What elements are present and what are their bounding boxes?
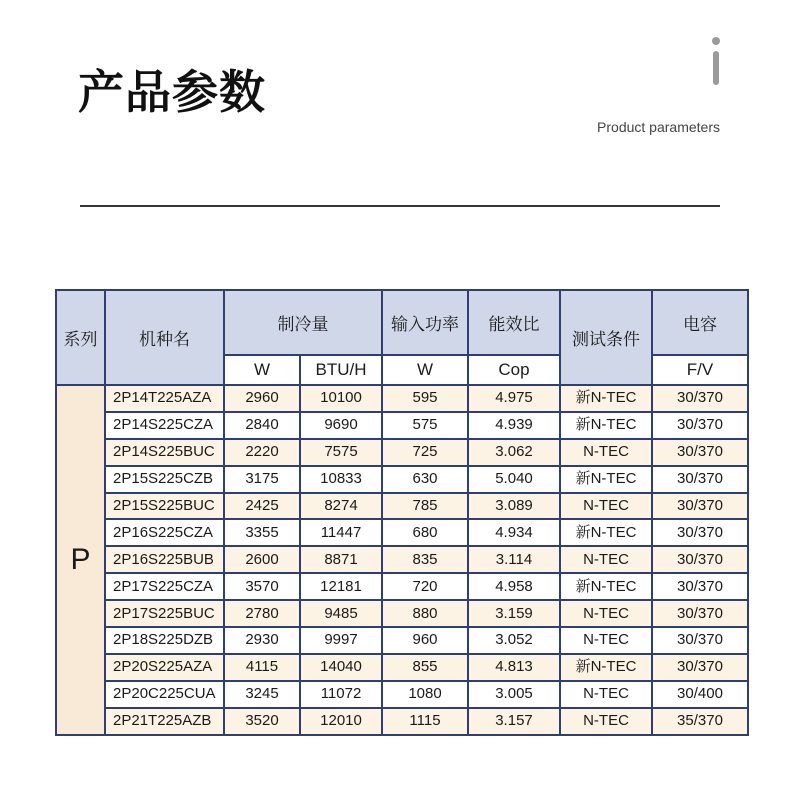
- table-row: [56, 654, 748, 681]
- table-row: [56, 466, 748, 493]
- cell-model: 2P15S225BUC: [105, 493, 224, 520]
- info-icon-dot: [712, 37, 720, 45]
- cell-input-power: 575: [382, 412, 468, 439]
- cell-test-condition: 新N-TEC: [560, 466, 652, 493]
- cell-test-condition: N-TEC: [560, 600, 652, 627]
- cell-cooling-w: 2930: [224, 627, 300, 654]
- cell-test-condition: 新N-TEC: [560, 412, 652, 439]
- cell-test-condition: 新N-TEC: [560, 654, 652, 681]
- header-test-condition: 测试条件: [560, 290, 652, 385]
- cell-model: 2P16S225BUB: [105, 546, 224, 573]
- cell-capacitor: 30/400: [652, 681, 748, 708]
- table-row: [56, 546, 748, 573]
- cell-cooling-btu: 10833: [300, 466, 382, 493]
- table-row: [56, 412, 748, 439]
- cell-cooling-btu: 12010: [300, 708, 382, 735]
- cell-cooling-btu: 11447: [300, 519, 382, 546]
- cell-test-condition: 新N-TEC: [560, 519, 652, 546]
- cell-cop: 4.813: [468, 654, 560, 681]
- cell-test-condition: N-TEC: [560, 546, 652, 573]
- cell-series: P: [56, 385, 105, 735]
- header-series: 系列: [56, 290, 105, 385]
- cell-cooling-w: 2425: [224, 493, 300, 520]
- cell-input-power: 630: [382, 466, 468, 493]
- parameters-table: [55, 289, 749, 736]
- cell-cop: 4.939: [468, 412, 560, 439]
- cell-test-condition: N-TEC: [560, 627, 652, 654]
- cell-capacitor: 30/370: [652, 385, 748, 412]
- cell-cooling-btu: 12181: [300, 573, 382, 600]
- cell-capacitor: 30/370: [652, 519, 748, 546]
- cell-cooling-w: 2960: [224, 385, 300, 412]
- cell-input-power: 595: [382, 385, 468, 412]
- cell-cooling-btu: 9485: [300, 600, 382, 627]
- cell-cooling-w: 2780: [224, 600, 300, 627]
- table-row: [56, 600, 748, 627]
- subheader-cooling-w: W: [224, 355, 300, 385]
- header-efficiency: 能效比: [468, 290, 560, 355]
- cell-capacitor: 30/370: [652, 627, 748, 654]
- subheader-capacitor-unit: F/V: [652, 355, 748, 385]
- cell-test-condition: N-TEC: [560, 493, 652, 520]
- table-body: [56, 385, 748, 735]
- cell-test-condition: N-TEC: [560, 439, 652, 466]
- cell-test-condition: 新N-TEC: [560, 573, 652, 600]
- cell-cooling-w: 3570: [224, 573, 300, 600]
- subheader-cooling-btu: BTU/H: [300, 355, 382, 385]
- cell-cooling-w: 2840: [224, 412, 300, 439]
- table-row: [56, 627, 748, 654]
- cell-model: 2P14T225AZA: [105, 385, 224, 412]
- cell-capacitor: 30/370: [652, 546, 748, 573]
- cell-test-condition: N-TEC: [560, 681, 652, 708]
- table-row: [56, 519, 748, 546]
- cell-cop: 3.052: [468, 627, 560, 654]
- cell-cooling-w: 3520: [224, 708, 300, 735]
- cell-model: 2P20S225AZA: [105, 654, 224, 681]
- cell-cop: 4.934: [468, 519, 560, 546]
- cell-cooling-btu: 9690: [300, 412, 382, 439]
- cell-test-condition: 新N-TEC: [560, 385, 652, 412]
- cell-model: 2P18S225DZB: [105, 627, 224, 654]
- cell-capacitor: 30/370: [652, 439, 748, 466]
- cell-cop: 4.975: [468, 385, 560, 412]
- table-row: [56, 708, 748, 735]
- cell-cop: 3.159: [468, 600, 560, 627]
- cell-cop: 3.005: [468, 681, 560, 708]
- cell-cop: 3.062: [468, 439, 560, 466]
- header-input-power: 输入功率: [382, 290, 468, 355]
- cell-cooling-btu: 9997: [300, 627, 382, 654]
- subheader-input-w: W: [382, 355, 468, 385]
- cell-input-power: 725: [382, 439, 468, 466]
- cell-cop: 4.958: [468, 573, 560, 600]
- cell-cooling-btu: 11072: [300, 681, 382, 708]
- cell-cooling-w: 3355: [224, 519, 300, 546]
- cell-cop: 3.089: [468, 493, 560, 520]
- info-icon: [709, 37, 723, 85]
- header-capacitor: 电容: [652, 290, 748, 355]
- cell-model: 2P16S225CZA: [105, 519, 224, 546]
- cell-capacitor: 30/370: [652, 654, 748, 681]
- table-row: [56, 681, 748, 708]
- cell-capacitor: 30/370: [652, 466, 748, 493]
- cell-model: 2P17S225BUC: [105, 600, 224, 627]
- cell-model: 2P15S225CZB: [105, 466, 224, 493]
- cell-input-power: 960: [382, 627, 468, 654]
- cell-cop: 3.157: [468, 708, 560, 735]
- cell-capacitor: 30/370: [652, 412, 748, 439]
- cell-capacitor: 30/370: [652, 573, 748, 600]
- cell-cop: 5.040: [468, 466, 560, 493]
- cell-cop: 3.114: [468, 546, 560, 573]
- cell-cooling-btu: 10100: [300, 385, 382, 412]
- cell-cooling-btu: 8871: [300, 546, 382, 573]
- cell-model: 2P14S225BUC: [105, 439, 224, 466]
- table-row: [56, 573, 748, 600]
- cell-cooling-btu: 14040: [300, 654, 382, 681]
- header-model: 机种名: [105, 290, 224, 385]
- cell-cooling-w: 2600: [224, 546, 300, 573]
- cell-input-power: 1115: [382, 708, 468, 735]
- cell-capacitor: 30/370: [652, 600, 748, 627]
- cell-cooling-w: 3245: [224, 681, 300, 708]
- cell-input-power: 720: [382, 573, 468, 600]
- page-title: 产品参数: [78, 65, 266, 119]
- page-subtitle: Product parameters: [597, 119, 720, 135]
- cell-cooling-btu: 7575: [300, 439, 382, 466]
- cell-input-power: 785: [382, 493, 468, 520]
- subheader-cop: Cop: [468, 355, 560, 385]
- cell-cooling-w: 3175: [224, 466, 300, 493]
- info-icon-bar: [713, 51, 719, 85]
- cell-model: 2P20C225CUA: [105, 681, 224, 708]
- table-row: [56, 439, 748, 466]
- table-row: [56, 385, 748, 412]
- cell-input-power: 855: [382, 654, 468, 681]
- cell-test-condition: N-TEC: [560, 708, 652, 735]
- cell-input-power: 835: [382, 546, 468, 573]
- cell-model: 2P17S225CZA: [105, 573, 224, 600]
- cell-model: 2P14S225CZA: [105, 412, 224, 439]
- cell-capacitor: 30/370: [652, 493, 748, 520]
- table-row: [56, 493, 748, 520]
- header-cooling: 制冷量: [224, 290, 382, 355]
- cell-capacitor: 35/370: [652, 708, 748, 735]
- cell-model: 2P21T225AZB: [105, 708, 224, 735]
- cell-cooling-w: 2220: [224, 439, 300, 466]
- cell-input-power: 680: [382, 519, 468, 546]
- cell-input-power: 1080: [382, 681, 468, 708]
- cell-input-power: 880: [382, 600, 468, 627]
- title-divider: [80, 205, 720, 207]
- cell-cooling-btu: 8274: [300, 493, 382, 520]
- cell-cooling-w: 4115: [224, 654, 300, 681]
